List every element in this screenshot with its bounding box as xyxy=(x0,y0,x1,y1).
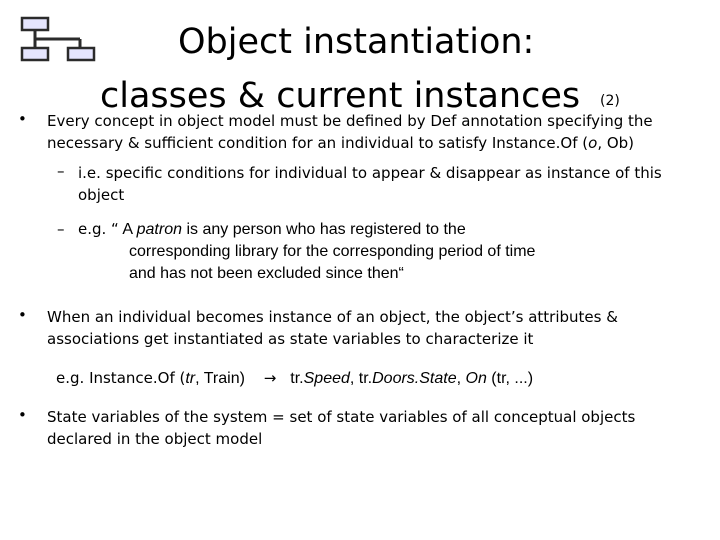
object-model-logo-icon xyxy=(18,14,100,66)
bullet2-line1: When an individual becomes instance of an object, the object’s attributes & xyxy=(47,308,618,326)
bullet-icon: • xyxy=(18,306,27,324)
bullet3-line2: declared in the object model xyxy=(47,430,263,448)
bullet1-line2: necessary & sufficient condition for an individual to satisfy Instance.Of (o, Ob) xyxy=(47,134,635,152)
bullet1-line1: Every concept in object model must be defined by Def annotation specifying the xyxy=(47,112,653,130)
bullet1-sub1 xyxy=(78,162,708,206)
slide-title-line1: Object instantiation: xyxy=(178,22,535,62)
bullet1-sub2-line2: corresponding library for the corresponding period of time xyxy=(129,243,536,260)
bullet2-line2: associations get instantiated as state variables to characterize it xyxy=(47,330,534,348)
bullet1-sub1-line1: i.e. specific conditions for individual to appear & disappear as instance of this xyxy=(78,164,662,182)
bullet-icon: • xyxy=(18,406,27,424)
bullet3-line1: State variables of the system = set of state variables of all conceptual objects xyxy=(47,408,636,426)
bullet1-sub2-line1: e.g. “ A patron is any person who has registered to the xyxy=(78,220,466,238)
slide-number: (2) xyxy=(600,93,620,109)
dash-icon: – xyxy=(57,220,65,238)
bullet2-text xyxy=(47,306,707,350)
bullet1-sub2-line3: and has not been excluded since then“ xyxy=(129,265,404,282)
bullet1-sub2 xyxy=(78,218,698,285)
bullet2-example: e.g. Instance.Of (tr, Train) → tr.Speed, tr.Doors.State, On (tr, ...) xyxy=(56,369,534,387)
bullet-icon: • xyxy=(18,110,27,128)
right-arrow-icon: → xyxy=(263,369,277,387)
bullet1-text xyxy=(47,110,707,154)
slide-title-line2: classes & current instances xyxy=(100,76,581,116)
bullet1-sub1-line2: object xyxy=(78,186,125,204)
dash-icon: – xyxy=(57,162,65,180)
bullet3-text xyxy=(47,406,707,450)
